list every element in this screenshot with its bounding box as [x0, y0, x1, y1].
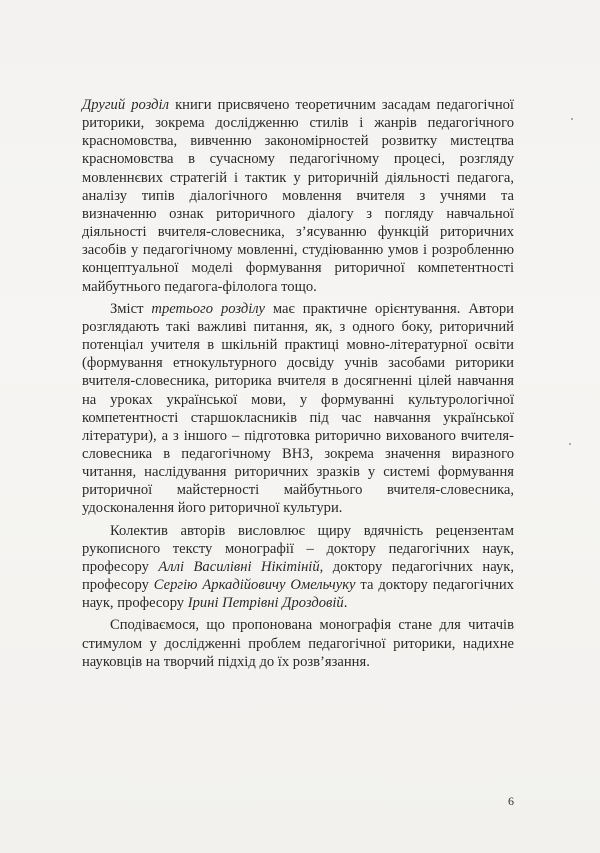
- text-run: Сподіваємося, що пропонована монографія стане для читачів стимулом у дослідженні проблем педагогічної риторики, надихне науковців на творчий підхід до їх розв’язання.: [82, 617, 514, 670]
- scan-speck: [569, 443, 571, 445]
- text-run: .: [343, 595, 348, 612]
- paragraph: [82, 522, 514, 613]
- paragraph: [82, 300, 514, 518]
- italic-text: Ірині Петрівні Дроздовій: [187, 595, 344, 612]
- text-run: книги присвячено теоретичним засадам педагогічної риторики, зокрема дослідженню стилів і жанрів педагогічного красномовства, вивченню закономірностей розвитку мистецтва красномовства в сучасному педагогічному процесі, розгляду мовленнєвих стратегій і тактик у риторичній діяльності педагога, аналізу типів діалогічного мовлення вчителя з учнями та визначенню ознак риторичного діалогу з погляду навчальної діяльності вчителя-словесника, з’ясуванню функцій риторичних засобів у педагогічному мовленні, студіюванню умов і розробленню концептуальної моделі формування риторичної компетентності майбутнього педагога-філолога тощо.: [82, 97, 514, 295]
- italic-text: Другий розділ: [82, 97, 169, 113]
- text-run: , доктору педагогічних наук, професору: [82, 558, 514, 594]
- paragraph: [82, 616, 514, 670]
- italic-text: Сергію Аркадійовичу Омельчуку: [153, 577, 356, 594]
- page-number: 6: [508, 794, 514, 808]
- body-text: [82, 96, 514, 675]
- scan-speck: [571, 118, 573, 120]
- paragraph: [82, 96, 514, 296]
- italic-text: Аллі Василівні Нікітіній: [158, 558, 320, 575]
- italic-text: третього розділу: [151, 300, 265, 317]
- text-run: Колектив авторів висловлює щиру вдячність рецензентам рукописного тексту монографії – доктору педагогічних наук, професору: [82, 522, 514, 575]
- text-run: має практичне орієнтування. Автори розглядають такі важливі питання, як, з одного боку, риторичний потенціал учителя в шкільній практиці мовно-літературної освіти (формування етнокультурного досвіду учнів засобами риторики вчителя-словесника, риторика вчителя в досягненні цілей навчання на уроках української мови, у формуванні культурологічної компетентності старшокласників під час навчання української літератури), а з іншого – підготовка риторично вихованого вчителя-словесника в педагогічному ВНЗ, зокрема значення виразного читання, наслідування риторичних зразків у системі формування риторичної майстерності майбутнього вчителя-словесника, удосконалення його риторичної культури.: [82, 300, 514, 517]
- text-run: та доктору педагогічних наук, професору: [82, 577, 514, 612]
- text-run: Зміст: [110, 300, 152, 317]
